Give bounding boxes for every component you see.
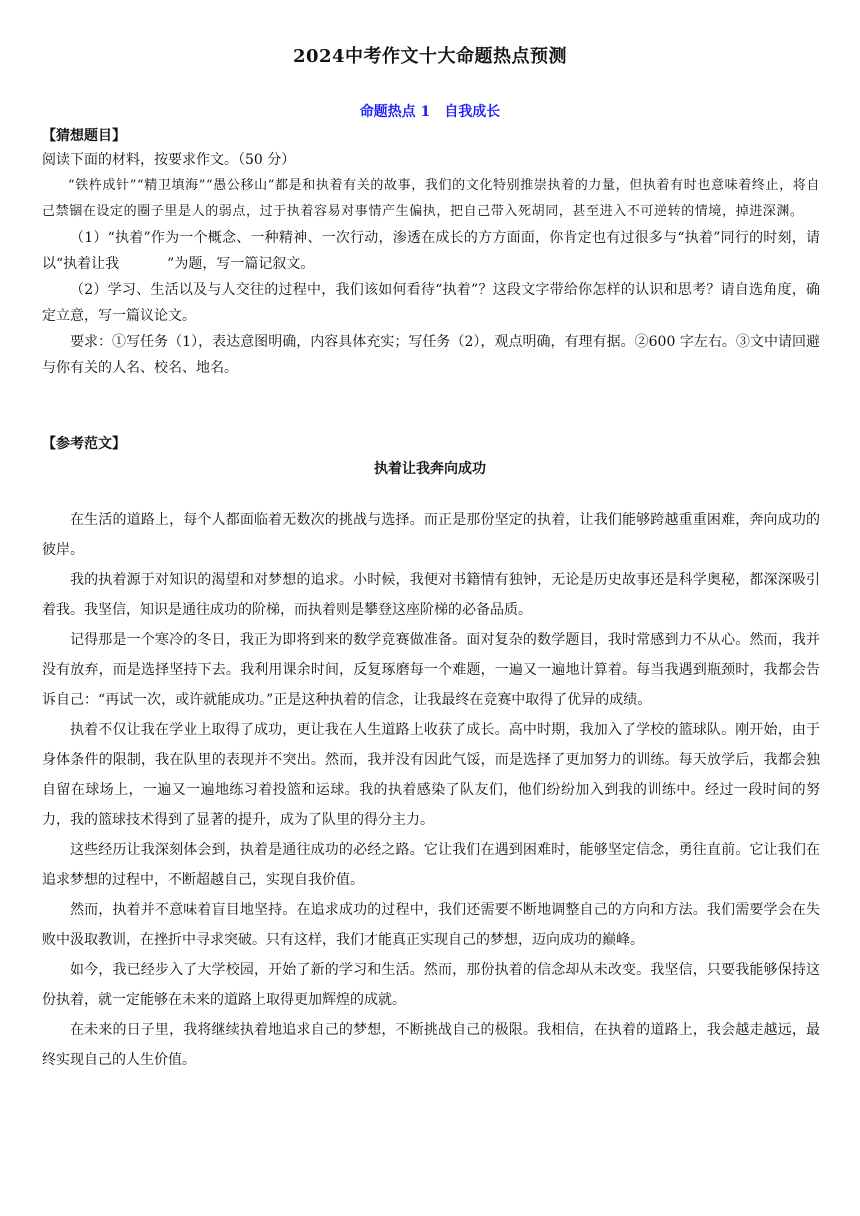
prompt-instruction: 阅读下面的材料，按要求作文。（50 分） (42, 152, 296, 168)
essay-paragraph: 我的执着源于对知识的渴望和对梦想的追求。小时候，我便对书籍情有独钟，无论是历史故事还是科学奥秘，都深深吸引着我。我坚信，知识是通往成功的阶梯，而执着则是攀登这座阶梯的必备品质。 (42, 572, 820, 618)
essay-paragraph: 然而，执着并不意味着盲目地坚持。在追求成功的过程中，我们还需要不断地调整自己的方向和方法。我们需要学会在失败中汲取教训，在挫折中寻求突破。只有这样，我们才能真正实现自己的梦想，迈向成功的巅峰。 (42, 902, 820, 948)
task-1-text-after: ”为题，写一篇记叙文。 (167, 256, 315, 272)
prompt-section (42, 147, 820, 381)
essay-paragraph: 在未来的日子里，我将继续执着地追求自己的梦想，不断挑战自己的极限。我相信，在执着的道路上，我会越走越远，最终实现自己的人生价值。 (42, 1022, 820, 1068)
essay-title: 执着让我奔向成功 (374, 461, 486, 477)
topic-heading (0, 101, 860, 121)
essay-paragraph: 记得那是一个寒冷的冬日，我正为即将到来的数学竞赛做准备。面对复杂的数学题目，我时常感到力不从心。然而，我并没有放弃，而是选择坚持下去。我利用课余时间，反复琢磨每一个难题，一遍又一遍地计算着。每当我遇到瓶颈时，我都会告诉自己：“再试一次，或许就能成功。”正是这种执着的信念，让我最终在竞赛中取得了优异的成绩。 (42, 632, 820, 708)
prompt-material: “铁杵成针”“精卫填海”“愚公移山”都是和执着有关的故事，我们的文化特别推崇执着的力量，但执着有时也意味着终止，将自己禁锢在设定的圈子里是人的弱点，过于执着容易对事情产生偏执，把自己带入死胡同，甚至进入不可逆转的情境，掉进深渊。 (42, 178, 820, 219)
prompt-requirements: 要求：①写任务（1），表达意图明确，内容具体充实；写任务（2），观点明确，有理有据。②600 字左右。③文中请回避与你有关的人名、校名、地名。 (42, 334, 820, 376)
prompt-task-2: （2）学习、生活以及与人交往的过程中，我们该如何看待“执着”？这段文字带给你怎样的认识和思考？请自选角度，确定立意，写一篇议论文。 (42, 282, 820, 324)
sample-section-label: 【参考范文】 (42, 436, 126, 452)
topic-label: 命题热点 1 (359, 104, 431, 120)
essay-paragraph: 如今，我已经步入了大学校园，开始了新的学习和生活。然而，那份执着的信念却从未改变。我坚信，只要我能够保持这份执着，就一定能够在未来的道路上取得更加辉煌的成就。 (42, 962, 820, 1008)
document-title: 2024中考作文十大命题热点预测 (292, 46, 568, 67)
essay-paragraph: 这些经历让我深刻体会到，执着是通往成功的必经之路。它让我们在遇到困难时，能够坚定信念，勇往直前。它让我们在追求梦想的过程中，不断超越自己，实现自我价值。 (42, 842, 820, 888)
task-1-text-before: （1）“执着”作为一个概念、一种精神、一次行动，渗透在成长的方方面面，你肯定也有过很多与“执着”同行的时刻，请以“执着让我 (42, 230, 820, 272)
essay-paragraph: 执着不仅让我在学业上取得了成功，更让我在人生道路上收获了成长。高中时期，我加入了学校的篮球队。刚开始，由于身体条件的限制，我在队里的表现并不突出。然而，我并没有因此气馁，而是选择了更加努力的训练。每天放学后，我都会独自留在球场上，一遍又一遍地练习着投篮和运球。我的执着感染了队友们，他们纷纷加入到我的训练中。经过一段时间的努力，我的篮球技术得到了显著的提升，成为了队里的得分主力。 (42, 722, 820, 828)
prompt-task-1 (42, 225, 820, 277)
prompt-section-label: 【猜想题目】 (42, 128, 126, 144)
topic-name: 自我成长 (444, 104, 501, 120)
essay-body (42, 505, 820, 1075)
essay-paragraph: 在生活的道路上，每个人都面临着无数次的挑战与选择。而正是那份坚定的执着，让我们能够跨越重重困难，奔向成功的彼岸。 (42, 512, 820, 558)
